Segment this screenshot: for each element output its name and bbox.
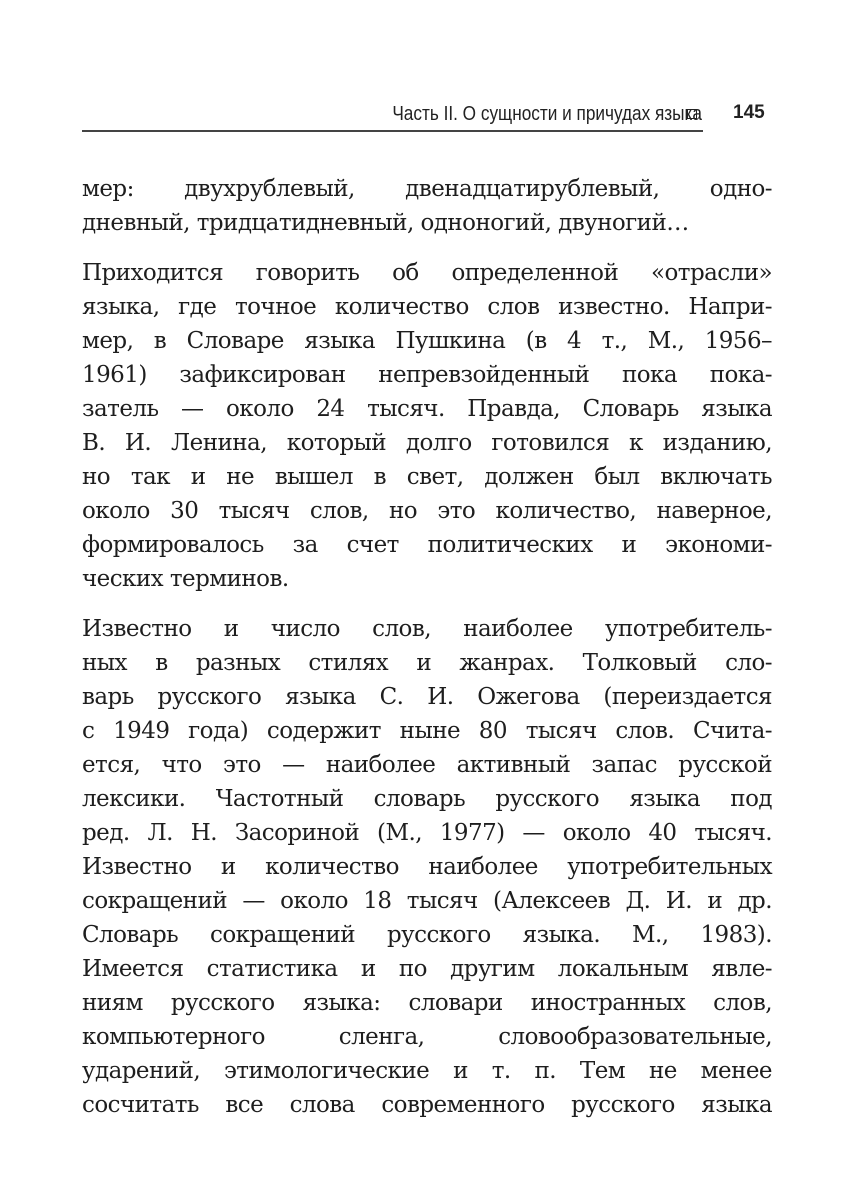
- text-line: формировалось за счет политических и экономи-: [82, 532, 772, 558]
- text-line: ударений, этимологические и т. п. Тем не менее: [82, 1058, 772, 1084]
- text-line: Известно и число слов, наиболее употребитель-: [82, 616, 772, 642]
- page-number: 145: [733, 102, 765, 123]
- text-line: Словарь сокращений русского языка. М., 1983).: [82, 922, 772, 948]
- text-line: с 1949 года) содержит ныне 80 тысяч слов. Счита-: [82, 718, 772, 744]
- text-line: мер: двухрублевый, двенадцатирублевый, одно-: [82, 176, 772, 202]
- text-line: варь русского языка С. И. Ожегова (переиздается: [82, 684, 772, 710]
- header-rule: [82, 130, 703, 132]
- paragraph: [82, 612, 772, 1122]
- text-line: ниям русского языка: словари иностранных слов,: [82, 990, 772, 1016]
- text-line: затель — около 24 тысяч. Правда, Словарь языка: [82, 396, 772, 422]
- running-title: Часть II. О сущности и причудах языка: [392, 103, 702, 125]
- text-line: Известно и количество наиболее употребительных: [82, 854, 772, 880]
- text-line: сокращений — около 18 тысяч (Алексеев Д. И. и др.: [82, 888, 772, 914]
- text-line: Имеется статистика и по другим локальным явле-: [82, 956, 772, 982]
- page-header: [82, 98, 772, 132]
- text-line: ред. Л. Н. Засориной (М., 1977) — около 40 тысяч.: [82, 820, 772, 846]
- text-line: ческих терминов.: [82, 566, 289, 592]
- text-line: ется, что это — наиболее активный запас русской: [82, 752, 772, 778]
- text-line: языка, где точное количество слов известно. Напри-: [82, 294, 772, 320]
- text-line: ных в разных стилях и жанрах. Толковый сло-: [82, 650, 772, 676]
- text-line: В. И. Ленина, который долго готовился к изданию,: [82, 430, 772, 456]
- text-line: сосчитать все слова современного русского языка: [82, 1092, 772, 1118]
- text-line: 1961) зафиксирован непревзойденный пока пока-: [82, 362, 772, 388]
- text-line: Приходится говорить об определенной «отрасли»: [82, 260, 772, 286]
- text-line: но так и не вышел в свет, должен был включать: [82, 464, 772, 490]
- body-text: [82, 172, 772, 1138]
- text-line: около 30 тысяч слов, но это количество, наверное,: [82, 498, 772, 524]
- paragraph: [82, 256, 772, 596]
- text-line: дневный, тридцатидневный, одноногий, двуногий…: [82, 210, 689, 236]
- paragraph: [82, 172, 772, 240]
- text-line: мер, в Словаре языка Пушкина (в 4 т., М., 1956–: [82, 328, 772, 354]
- square-bullet-icon: [687, 109, 697, 119]
- text-line: компьютерного сленга, словообразовательные,: [82, 1024, 772, 1050]
- text-line: лексики. Частотный словарь русского языка под: [82, 786, 772, 812]
